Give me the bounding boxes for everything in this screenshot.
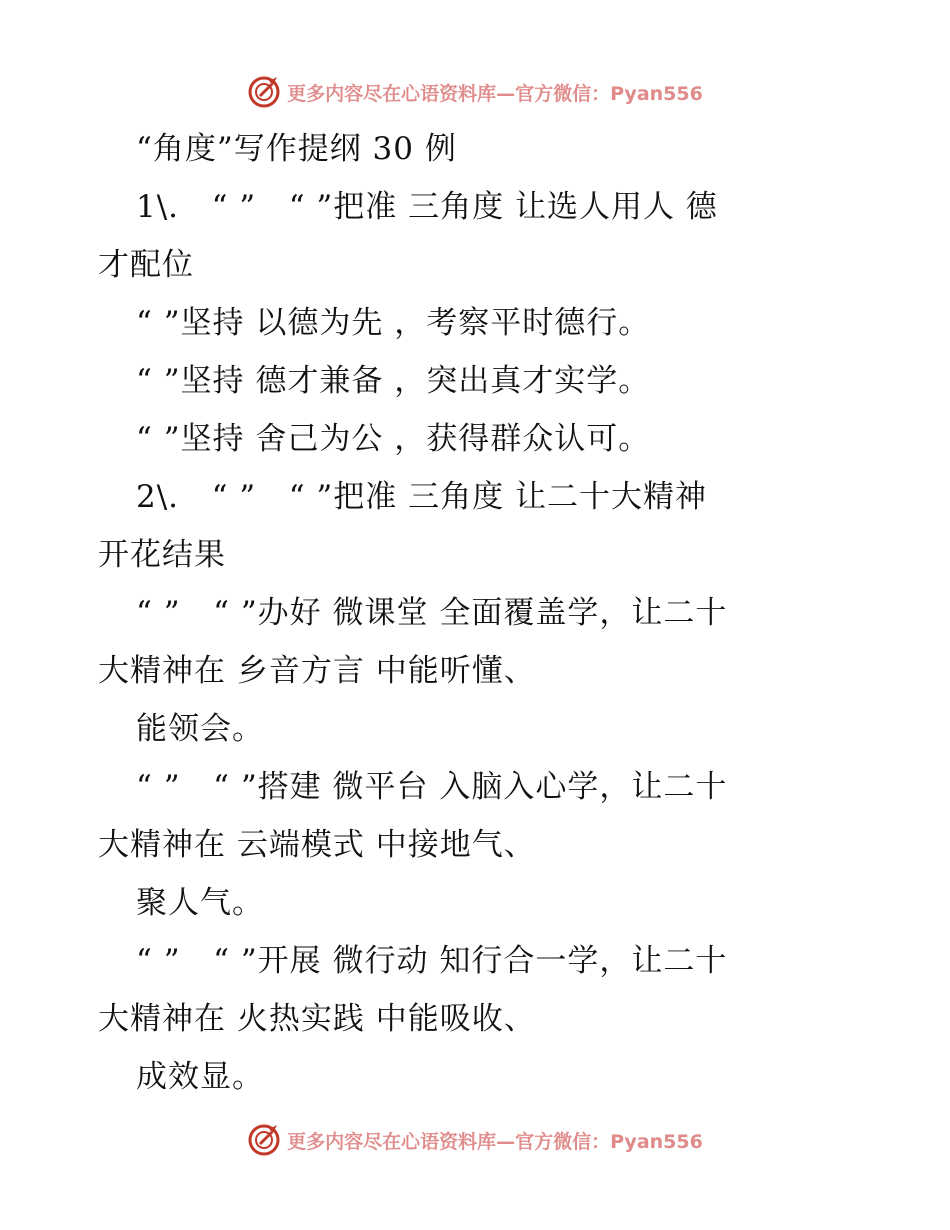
footer-watermark-banner xyxy=(0,1120,950,1160)
text-line: 2\. “ ” “ ”把准 三角度 让二十大精神 xyxy=(136,479,707,515)
document-title: “角度”写作提纲 30 例 xyxy=(136,131,457,167)
text-line: “ ”坚持 舍己为公 ，获得群众认可。 xyxy=(136,421,651,457)
text-line: 成效显。 xyxy=(136,1059,264,1095)
watermark-text: 更多内容尽在心语资料库—官方微信：Pyan556 xyxy=(287,1130,703,1153)
text-line: 才配位 xyxy=(98,247,194,283)
text-line: “ ” “ ”开展 微行动 知行合一学，让二十 xyxy=(136,943,728,979)
text-line: 开花结果 xyxy=(98,537,226,573)
pen-logo-icon xyxy=(247,75,281,109)
text-line: “ ”坚持 以德为先 ，考察平时德行。 xyxy=(136,305,651,341)
document-body xyxy=(98,120,838,1106)
text-line: “ ”坚持 德才兼备 ，突出真才实学。 xyxy=(136,363,651,399)
watermark-text: 更多内容尽在心语资料库—官方微信：Pyan556 xyxy=(287,82,703,105)
text-line: “ ” “ ”办好 微课堂 全面覆盖学，让二十 xyxy=(136,595,728,631)
text-line: 大精神在 云端模式 中接地气、 xyxy=(98,827,536,863)
text-line: 聚人气。 xyxy=(136,885,264,921)
pen-logo-icon xyxy=(247,1123,281,1157)
text-line: 大精神在 乡音方言 中能听懂、 xyxy=(98,653,536,689)
header-watermark-banner xyxy=(0,72,950,112)
text-line: 能领会。 xyxy=(136,711,264,747)
text-line: 大精神在 火热实践 中能吸收、 xyxy=(98,1001,536,1037)
text-line: 1\. “ ” “ ”把准 三角度 让选人用人 德 xyxy=(136,189,718,225)
text-line: “ ” “ ”搭建 微平台 入脑入心学，让二十 xyxy=(136,769,728,805)
